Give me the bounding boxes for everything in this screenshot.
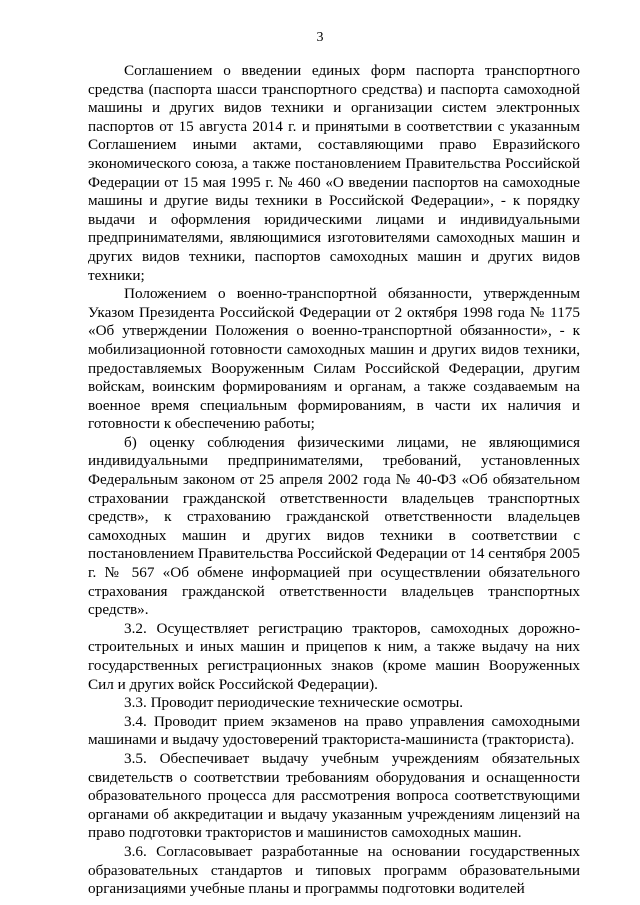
paragraph-3-4-exams: 3.4. Проводит прием экзаменов на право управления самоходными машинами и выдачу удостоверений тракториста-машиниста (тракториста). bbox=[88, 712, 580, 749]
paragraph-3-5-certificates: 3.5. Обеспечивает выдачу учебным учреждениям обязательных свидетельств о соответствии требованиям оборудования и оснащенности образовательного процесса для рассмотрения вопроса соответствующими органами об аккредитации и выдачу указанным учреждениям лицензий на право подготовки трактористов и машинистов самоходных машин. bbox=[88, 749, 580, 842]
paragraph-eaeu-agreement: Соглашением о введении единых форм паспорта транспортного средства (паспорта шасси транспортного средства) и паспорта самоходной машины и других видов техники и организации систем электронных паспортов от 15 августа 2014 г. и принятыми в соответствии с указанным Соглашением иными актами, составляющими право Евразийского экономического союза, а также постановлением Правительства Российской Федерации от 15 мая 1995 г. № 460 «О введении паспортов на самоходные машины и другие виды техники в Российской Федерации», - к порядку выдачи и оформления юридическими лицами и индивидуальными предпринимателями, являющимися изготовителями самоходных машин и других видов техники, паспортов самоходных машин и других видов техники; bbox=[88, 62, 580, 284]
paragraph-3-6-curricula: 3.6. Согласовывает разработанные на основании государственных образовательных стандартов и типовых программ образовательными организациями учебные планы и программы подготовки водителей bbox=[88, 842, 580, 898]
paragraph-military-transport-duty: Положением о военно-транспортной обязанности, утвержденным Указом Президента Российской Федерации от 2 октября 1998 года № 1175 «Об утверждении Положения о военно-транспортной обязанности», - к мобилизационной готовности самоходных машин и других видов техники, предоставляемых Вооруженным Силам Российской Федерации, другим войскам, воинским формированиям и органам, а также создаваемым на военное время специальным формированиям, в части их наличия и готовности к обеспечению работы; bbox=[88, 285, 580, 433]
paragraph-3-3-inspections: 3.3. Проводит периодические технические осмотры. bbox=[124, 694, 464, 712]
paragraph-b-insurance-assessment: б) оценку соблюдения физическими лицами, не являющимися индивидуальными предпринимателями, требований, установленных Федеральным законом от 25 апреля 2002 года № 40-ФЗ «Об обязательном страховании гражданской ответственности владельцев транспортных средств», к страхованию гражданской ответственности владельцев самоходных машин и других видов техники в соответствии с постановлением Правительства Российской Федерации от 14 сентября 2005 г. № 567 «Об обмене информацией при осуществлении обязательного страхования гражданской ответственности владельцев транспортных средств». bbox=[88, 433, 580, 619]
document-body bbox=[88, 62, 580, 899]
page-number: 3 bbox=[316, 30, 324, 45]
paragraph-3-2-registration: 3.2. Осуществляет регистрацию тракторов, самоходных дорожно-строительных и иных машин и прицепов к ним, а также выдачу на них государственных регистрационных знаков (кроме машин Вооруженных Сил и других войск Российской Федерации). bbox=[88, 619, 580, 693]
